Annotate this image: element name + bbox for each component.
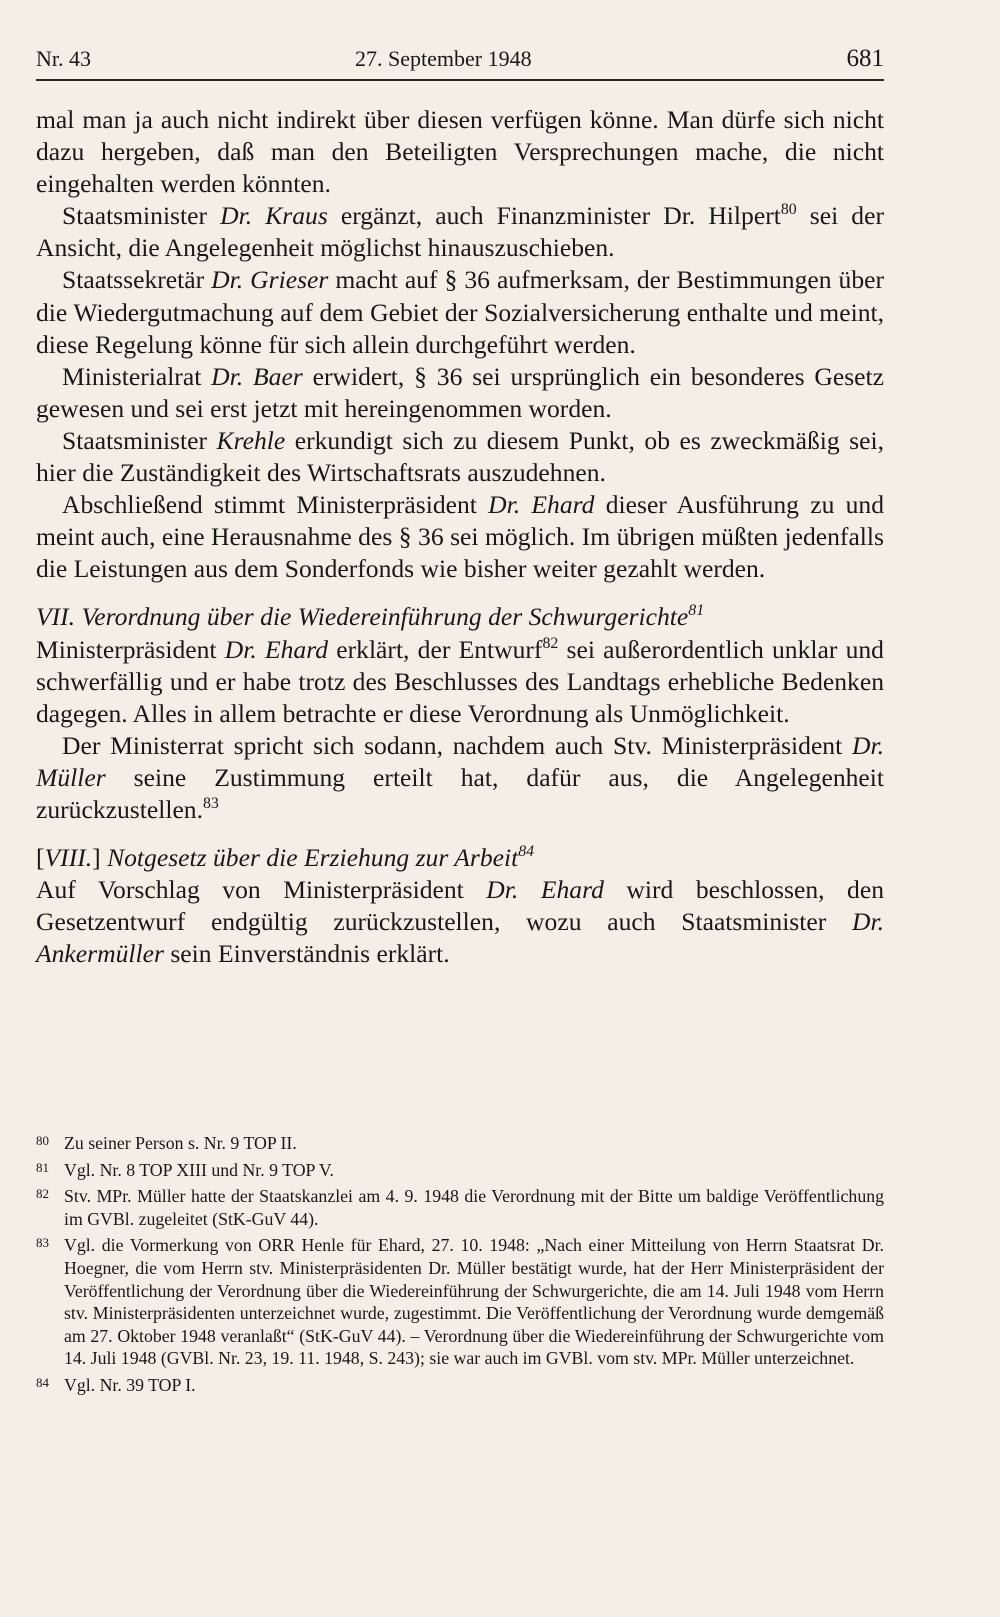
page-number: 681: [846, 45, 884, 72]
text-run: erkundigt sich zu diesem Punkt, ob es zweckmäßig sei, hier die Zuständigkeit des Wirtschaftsrats auszudehnen.: [36, 425, 884, 488]
text-run: sei der Ansicht, die Angelegenheit möglichst hinauszuschieben.: [36, 201, 884, 263]
paragraph: [36, 634, 884, 730]
speaker-name: Ehard: [531, 490, 595, 520]
text-run: Staatsminister: [62, 201, 221, 231]
paragraph: [36, 425, 884, 489]
header-rule: [36, 79, 884, 81]
text-run: macht auf § 36 aufmerksam, der Bestimmungen über die Wiedergutmachung auf dem Gebiet der Sozialversicherung enthalte und meint, diese Regelung könne für sich allein durchgeführt werden.: [36, 265, 884, 359]
bracket: [: [36, 843, 45, 873]
main-text: [36, 104, 884, 970]
speaker-name: Krehle: [216, 425, 286, 455]
footnote-ref[interactable]: 82: [542, 634, 559, 652]
speaker-name: Ehard: [540, 875, 604, 905]
paragraph: [36, 361, 884, 425]
speaker-title: Dr.: [211, 265, 251, 295]
speaker-title: Dr.: [224, 634, 265, 664]
speaker-title: Dr.: [851, 730, 884, 760]
text-run: sein Einverständnis erklärt.: [163, 939, 450, 969]
speaker-title: Dr.: [220, 201, 266, 231]
footnote-ref[interactable]: 84: [518, 843, 535, 861]
text-run: ergänzt, auch Finanzminister Dr. Hilpert: [327, 201, 781, 231]
paragraph: [36, 200, 884, 264]
text-run: Abschließend stimmt Ministerpräsident: [62, 490, 489, 520]
text-run: Der Ministerrat spricht sich sodann, nachdem auch Stv. Ministerpräsident: [62, 730, 852, 760]
speaker-name: Ankermüller: [36, 939, 164, 969]
footnote-text: Vgl. die Vormerkung von ORR Henle für Ehard, 27. 10. 1948: „Nach einer Mitteilung von Herrn Staatsrat Dr. Hoegner, die vom Herrn stv. Ministerpräsidenten Dr. Müller bestätigt wurde, hat der Herr Ministerpräsident der Veröffentlichung der Verordnung über die Wiedereinführung der Schwurgerichte, die am 14. Juli 1948 vom Herrn stv. Ministerpräsidenten unterzeichnet wurde, zugestimmt. Die Veröffentlichung der Verordnung wurde demgemäß am 27. Oktober 1948 veranlaßt“ (StK-GuV 44). – Verordnung über die Wiedereinführung der Schwurgerichte vom 14. Juli 1948 (GVBl. Nr. 23, 19. 11. 1948, S. 243); sie war auch im GVBl. vom stv. MPr. Müller unterzeichnet.: [64, 1235, 884, 1369]
paragraph: [36, 730, 884, 826]
footnote-text: Vgl. Nr. 8 TOP XIII und Nr. 9 TOP V.: [64, 1159, 334, 1180]
footnote-ref[interactable]: 81: [688, 602, 705, 620]
text-run: Ministerpräsident: [36, 634, 225, 664]
text-run: Staatsminister: [62, 425, 217, 455]
section-title: VII. Verordnung über die Wiedereinführung der Schwurgerichte: [36, 602, 689, 632]
speaker-title: Dr.: [851, 907, 884, 937]
paragraph: [36, 489, 884, 585]
footnote-number: 82: [36, 1186, 49, 1202]
section-title: Notgesetz über die Erziehung zur Arbeit: [107, 843, 519, 873]
paragraph: [36, 264, 884, 360]
speaker-title: Dr.: [488, 490, 532, 520]
speaker-name: Müller: [36, 762, 106, 792]
footnote-number: 84: [36, 1374, 49, 1390]
footnote-ref[interactable]: 80: [780, 201, 797, 219]
header-date: 27. September 1948: [355, 46, 532, 71]
text-run: Auf Vorschlag von Ministerpräsident: [36, 875, 487, 905]
footnote-text: Vgl. Nr. 39 TOP I.: [64, 1374, 196, 1395]
speaker-title: Dr.: [486, 875, 541, 905]
footnote-text: Zu seiner Person s. Nr. 9 TOP II.: [64, 1133, 297, 1153]
paragraph: [36, 874, 884, 970]
speaker-name: Grieser: [250, 265, 329, 295]
text-run: wird beschlossen, den Gesetzentwurf endgültig zurückzustellen, wozu auch Staatsminister: [36, 875, 885, 937]
speaker-title: Dr.: [211, 361, 254, 391]
footnote-number: 83: [36, 1235, 49, 1251]
document-number: Nr. 43: [36, 46, 91, 71]
running-header: [36, 44, 884, 74]
speaker-name: Baer: [253, 361, 303, 391]
footnote-number: 80: [36, 1133, 49, 1148]
text-run: Staatssekretär: [62, 265, 212, 295]
text-run: Ministerialrat: [62, 361, 212, 391]
bracket: ]: [92, 843, 108, 873]
paragraph: mal man ja auch nicht indirekt über diesen verfügen könne. Man dürfe sich nicht dazu hergeben, daß man den Beteiligten Versprechungen mache, die nicht eingehalten werden könnten.: [36, 105, 884, 199]
footnote: [36, 1185, 884, 1230]
section-heading-vii: [36, 601, 884, 633]
speaker-name: Ehard: [265, 634, 329, 664]
footnote: [36, 1132, 884, 1155]
text-run: erwidert, § 36 sei ursprünglich ein besonderes Gesetz gewesen und sei erst jetzt mit hereingenommen worden.: [36, 361, 885, 423]
text-run: dieser Ausführung zu und meint auch, eine Herausnahme des § 36 sei möglich. Im übrigen müßten jedenfalls die Leistungen aus dem Sonderfonds wie bisher weiter gezahlt werden.: [36, 490, 885, 584]
section-heading-viii: [36, 842, 884, 874]
footnote: [36, 1234, 884, 1370]
footnote: [36, 1374, 884, 1397]
speaker-name: Kraus: [265, 201, 328, 231]
footnote-ref[interactable]: 83: [203, 795, 219, 813]
text-run: erklärt, der Entwurf: [328, 634, 543, 664]
footnote-text: Stv. MPr. Müller hatte der Staatskanzlei am 4. 9. 1948 die Verordnung mit der Bitte um baldige Veröffentlichung im GVBl. zugeleitet (StK-GuV 44).: [64, 1186, 884, 1229]
text-run: seine Zustimmung erteilt hat, dafür aus, die Angelegenheit zurückzustellen.: [36, 762, 884, 824]
footnote: [36, 1159, 884, 1182]
footnote-number: 81: [36, 1159, 49, 1175]
footnotes: [36, 1132, 884, 1401]
section-number: VIII.: [44, 843, 93, 873]
text-run: sei außerordentlich unklar und schwerfällig und er habe trotz des Beschlusses des Landtags erhebliche Bedenken dagegen. Alles in allem betrachte er diese Verordnung als Unmöglichkeit.: [36, 634, 884, 728]
